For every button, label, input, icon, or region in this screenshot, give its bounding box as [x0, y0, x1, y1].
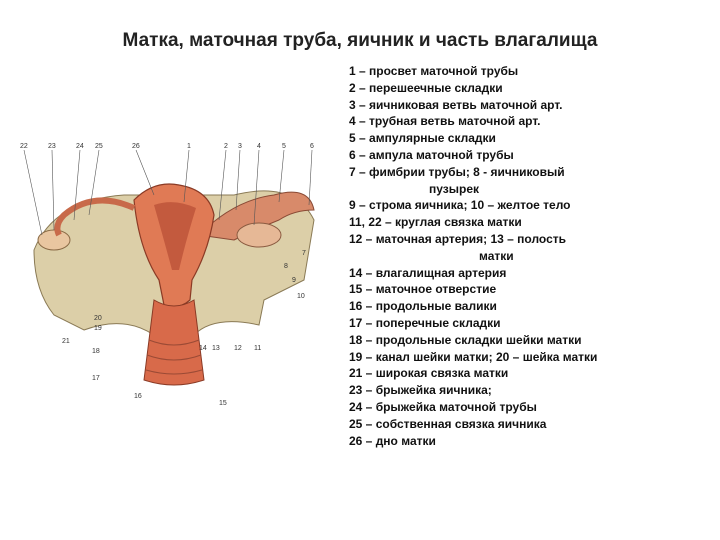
legend-item: 19 – канал шейки матки; 20 – шейка матки — [349, 349, 598, 364]
legend-item: матки — [349, 248, 514, 263]
legend-list — [349, 63, 709, 449]
legend-item: 12 – маточная артерия; 13 – полость — [349, 231, 567, 246]
legend-item: 6 – ампула маточной трубы — [349, 147, 514, 162]
legend-item: 9 – строма яичника; 10 – желтое тело — [349, 198, 571, 213]
slide-title: Матка, маточная труба, яичник и часть влагалища — [122, 30, 598, 51]
legend-item: 21 – широкая связка матки — [349, 366, 509, 381]
label-24: 24 — [76, 143, 84, 150]
anatomy-diagram — [14, 140, 334, 420]
label-11: 11 — [254, 345, 262, 352]
uterus-illustration — [14, 140, 334, 420]
label-10: 10 — [297, 293, 305, 300]
legend-item: 2 – перешеечные складки — [349, 80, 503, 95]
label-9: 9 — [292, 277, 296, 284]
label-1: 1 — [187, 143, 191, 150]
label-2: 2 — [224, 143, 228, 150]
label-4: 4 — [257, 143, 261, 150]
label-12: 12 — [234, 345, 242, 352]
legend-item: 17 – поперечные складки — [349, 315, 501, 330]
label-20: 20 — [94, 315, 102, 322]
legend-item: 3 – яичниковая ветвь маточной арт. — [349, 97, 563, 112]
label-25: 25 — [95, 143, 103, 150]
label-6: 6 — [310, 143, 314, 150]
label-16: 16 — [134, 393, 142, 400]
legend-item: 11, 22 – круглая связка матки — [349, 215, 522, 230]
label-3: 3 — [238, 143, 242, 150]
legend-item: 26 – дно матки — [349, 433, 436, 448]
label-18: 18 — [92, 348, 100, 355]
legend-item: 15 – маточное отверстие — [349, 282, 497, 297]
label-5: 5 — [282, 143, 286, 150]
label-26: 26 — [132, 143, 140, 150]
label-19: 19 — [94, 325, 102, 332]
right-ovary — [237, 223, 281, 247]
legend-item: 14 – влагалищная артерия — [349, 265, 507, 280]
label-13: 13 — [212, 345, 220, 352]
label-23: 23 — [48, 143, 56, 150]
label-8: 8 — [284, 263, 288, 270]
label-17: 17 — [92, 375, 100, 382]
left-ovary — [38, 230, 70, 250]
label-22: 22 — [20, 143, 28, 150]
legend-item: 23 – брыжейка яичника; — [349, 383, 492, 398]
label-14: 14 — [199, 345, 207, 352]
legend-item: 4 – трубная ветвь маточной арт. — [349, 114, 541, 129]
legend-item: 7 – фимбрии трубы; 8 - яичниковый — [349, 164, 565, 179]
legend-item: 25 – собственная связка яичника — [349, 416, 547, 431]
label-21: 21 — [62, 338, 70, 345]
top-labels — [20, 143, 314, 150]
label-7: 7 — [302, 250, 306, 257]
legend-item: 5 – ампулярные складки — [349, 131, 496, 146]
legend-item: 18 – продольные складки шейки матки — [349, 332, 582, 347]
label-15: 15 — [219, 400, 227, 407]
legend-item: 1 – просвет маточной трубы — [349, 64, 519, 78]
legend-item: 24 – брыжейка маточной трубы — [349, 399, 537, 414]
legend-item: пузырек — [349, 181, 480, 196]
legend-item: 16 – продольные валики — [349, 299, 497, 314]
